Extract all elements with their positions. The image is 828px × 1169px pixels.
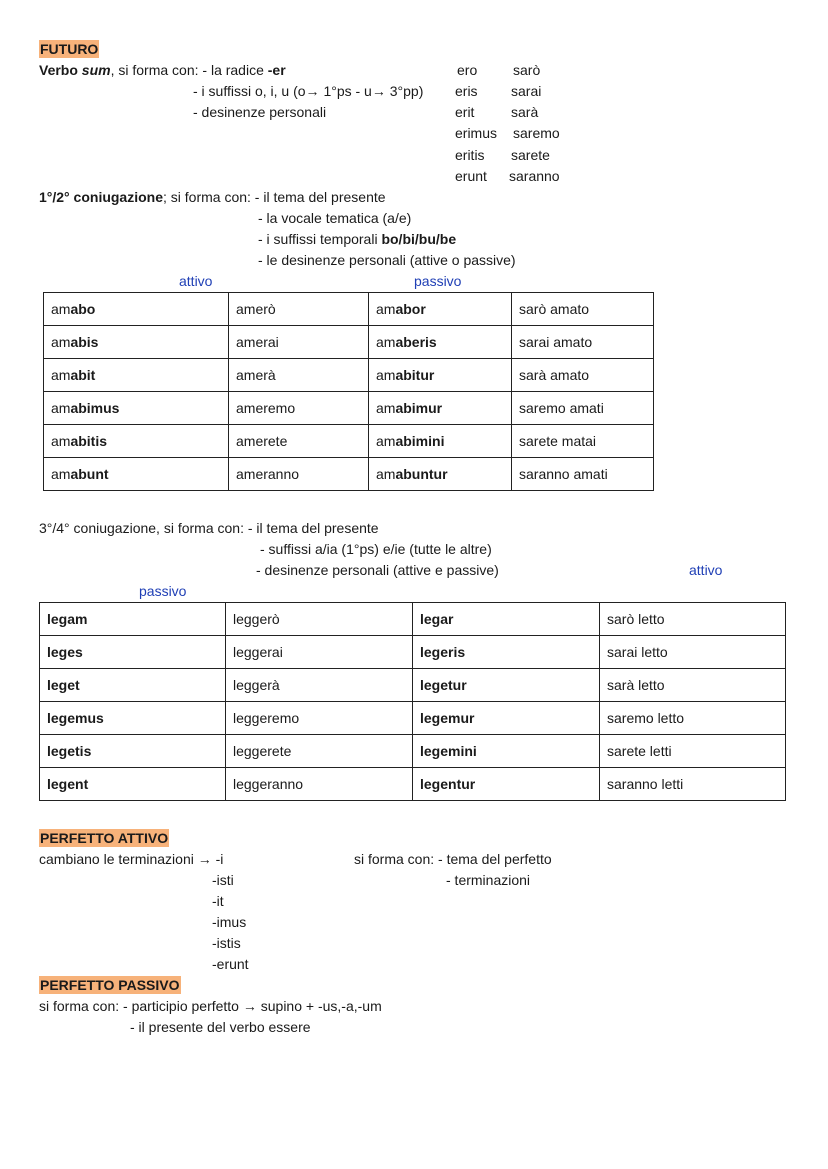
active-form: legent — [40, 768, 226, 801]
perf-passivo-line1: si forma con: - participio perfetto → supino + -us,-a,-um — [39, 998, 382, 1014]
sum-italian: sarà — [511, 104, 539, 120]
sum-italian: sarete — [511, 147, 550, 163]
table-row — [44, 458, 654, 491]
passive-form: legetur — [413, 669, 600, 702]
active-form: legetis — [40, 735, 226, 768]
active-translation: amerò — [229, 293, 369, 326]
perf-ending: -imus — [212, 914, 247, 930]
passive-form: legentur — [413, 768, 600, 801]
passive-translation: saranno letti — [600, 768, 786, 801]
sum-italian: sarai — [511, 83, 542, 99]
table-row — [44, 326, 654, 359]
conj34-label-passive: passivo — [139, 583, 187, 599]
futuro-heading: FUTURO — [40, 41, 99, 57]
sum-latin: ero — [457, 62, 478, 78]
table-row — [44, 293, 654, 326]
passive-translation: sarai amato — [512, 326, 654, 359]
passive-translation: saremo letto — [600, 702, 786, 735]
active-translation: amerete — [229, 425, 369, 458]
active-form: amabis — [44, 326, 229, 359]
passive-translation: sarò letto — [600, 603, 786, 636]
conj12-label-active: attivo — [179, 273, 213, 289]
table-row — [44, 425, 654, 458]
conj12-line3 — [258, 230, 456, 248]
passive-translation: sarò amato — [512, 293, 654, 326]
active-translation: amerà — [229, 359, 369, 392]
futuro-line2: - i suffissi o, i, u (o→ 1°ps - u→ 3°pp) — [193, 83, 424, 99]
active-translation: leggerà — [226, 669, 413, 702]
passive-form: legeris — [413, 636, 600, 669]
conj12-title-bold: 1°/2° coniugazione — [39, 189, 163, 205]
passive-form: amabimini — [369, 425, 512, 458]
perf-attivo-formation1: si forma con: - tema del perfetto — [354, 851, 552, 867]
passive-translation: sarete matai — [512, 425, 654, 458]
perf-attivo-heading: PERFETTO ATTIVO — [40, 830, 169, 846]
passive-form: amaberis — [369, 326, 512, 359]
sum-italian: sarò — [513, 62, 541, 78]
passive-form: amabitur — [369, 359, 512, 392]
passive-form: legar — [413, 603, 600, 636]
active-translation: leggeremo — [226, 702, 413, 735]
sum-latin: erit — [455, 104, 475, 120]
perf-ending: -istis — [212, 935, 241, 951]
active-form: amabimus — [44, 392, 229, 425]
active-translation: ameremo — [229, 392, 369, 425]
conj12-line4: - le desinenze personali (attive o passive) — [258, 252, 516, 268]
active-form: amabit — [44, 359, 229, 392]
conj34-label-active: attivo — [689, 562, 723, 578]
passive-form: legemur — [413, 702, 600, 735]
intro-radice: -er — [267, 62, 286, 78]
active-form: legam — [40, 603, 226, 636]
table-row — [40, 603, 786, 636]
active-form: legemus — [40, 702, 226, 735]
active-form: amabo — [44, 293, 229, 326]
table-row — [40, 768, 786, 801]
active-translation: amerai — [229, 326, 369, 359]
active-translation: leggerete — [226, 735, 413, 768]
active-form: amabitis — [44, 425, 229, 458]
active-form: leget — [40, 669, 226, 702]
conj34-line2: - suffissi a/ia (1°ps) e/ie (tutte le altre) — [260, 541, 492, 557]
passive-form: legemini — [413, 735, 600, 768]
active-form: amabunt — [44, 458, 229, 491]
perf-ending: -it — [212, 893, 224, 909]
passive-translation: sarà letto — [600, 669, 786, 702]
active-translation: leggerai — [226, 636, 413, 669]
futuro-line3: - desinenze personali — [193, 104, 327, 120]
conj34-title: 3°/4° coniugazione, si forma con: - il tema del presente — [39, 520, 379, 536]
passive-translation: saranno amati — [512, 458, 654, 491]
perf-passivo-heading: PERFETTO PASSIVO — [40, 977, 180, 993]
table-row — [40, 636, 786, 669]
sum-latin: erunt — [455, 168, 487, 184]
sum-latin: eris — [455, 83, 478, 99]
sum-italian: saranno — [509, 168, 560, 184]
conj34-line3: - desinenze personali (attive e passive) — [256, 562, 499, 578]
table-row — [44, 359, 654, 392]
conj12-table — [43, 292, 654, 491]
perf-ending: -isti — [212, 872, 234, 888]
sum-latin: eritis — [455, 147, 485, 163]
conj12-title — [39, 188, 386, 206]
intro-sum: sum — [81, 62, 111, 78]
active-translation: ameranno — [229, 458, 369, 491]
conj12-line2: - la vocale tematica (a/e) — [258, 210, 412, 226]
intro-rest: , si forma con: - la radice — [110, 62, 268, 78]
sum-italian: saremo — [513, 125, 560, 141]
perf-attivo-formation2: - terminazioni — [446, 872, 531, 888]
active-form: leges — [40, 636, 226, 669]
active-translation: leggerò — [226, 603, 413, 636]
perf-attivo-line1: cambiano le terminazioni → -i — [39, 851, 224, 867]
passive-form: amabuntur — [369, 458, 512, 491]
intro-bold: Verbo — [39, 62, 82, 78]
conj12-line3-prefix: - i suffissi temporali — [258, 231, 382, 247]
passive-form: amabimur — [369, 392, 512, 425]
conj12-label-passive: passivo — [414, 273, 462, 289]
table-row — [40, 669, 786, 702]
conj12-line3-bold: bo/bi/bu/be — [381, 231, 457, 247]
perf-ending: -erunt — [212, 956, 249, 972]
passive-translation: sarai letto — [600, 636, 786, 669]
table-row — [40, 702, 786, 735]
active-translation: leggeranno — [226, 768, 413, 801]
passive-translation: sarete letti — [600, 735, 786, 768]
sum-latin: erimus — [455, 125, 498, 141]
passive-form: amabor — [369, 293, 512, 326]
passive-translation: saremo amati — [512, 392, 654, 425]
table-row — [44, 392, 654, 425]
conj34-table — [39, 602, 786, 801]
futuro-intro — [39, 61, 286, 79]
perf-passivo-line2: - il presente del verbo essere — [130, 1019, 311, 1035]
passive-translation: sarà amato — [512, 359, 654, 392]
conj12-title-rest: ; si forma con: - il tema del presente — [163, 189, 386, 205]
table-row — [40, 735, 786, 768]
